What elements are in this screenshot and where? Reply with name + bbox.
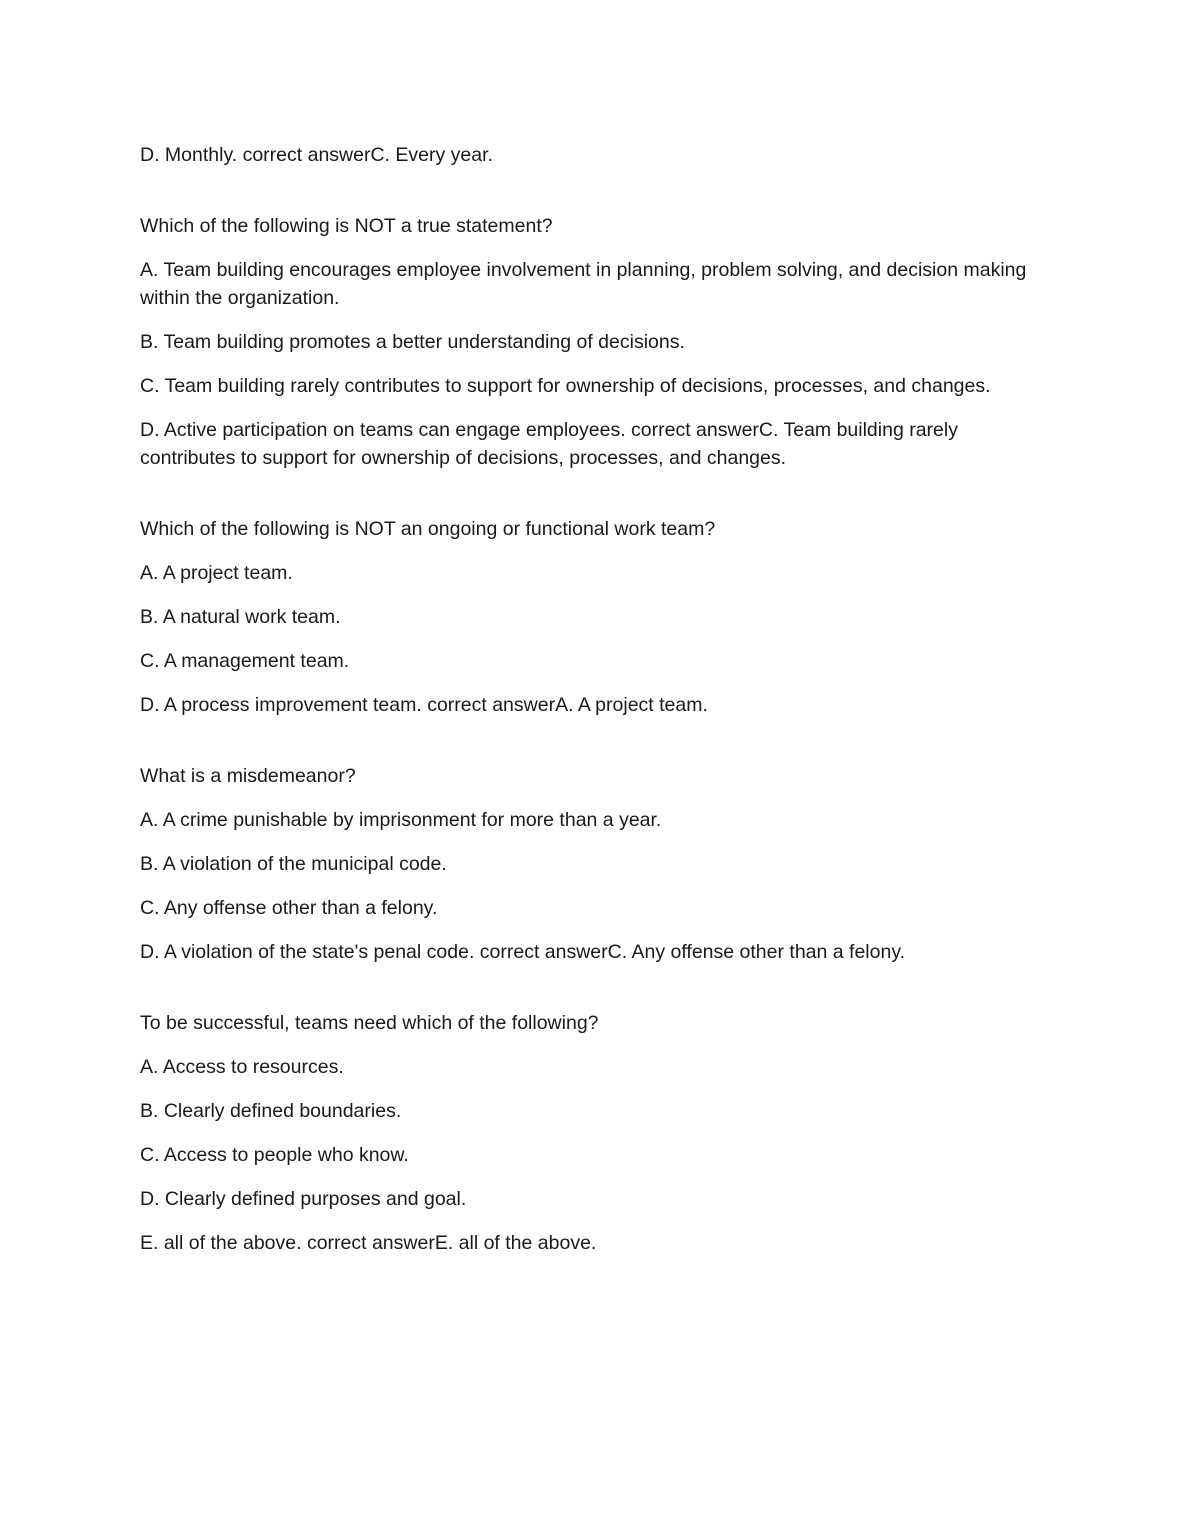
answer-option: D. Clearly defined purposes and goal.: [140, 1188, 467, 1210]
answer-option: B. A natural work team.: [140, 606, 341, 628]
answer-option: E. all of the above. correct answerE. all of the above.: [140, 1232, 597, 1254]
answer-option: D. A process improvement team. correct answerA. A project team.: [140, 694, 708, 716]
question-text: Which of the following is NOT an ongoing or functional work team?: [140, 518, 716, 540]
answer-option: B. A violation of the municipal code.: [140, 853, 447, 875]
question-block: [140, 212, 1040, 472]
answer-option: A. Team building encourages employee involvement in planning, problem solving, and decision making within the organization.: [140, 259, 1027, 309]
answer-option: A. Access to resources.: [140, 1056, 344, 1078]
answer-option: D. Active participation on teams can engage employees. correct answerC. Team building rarely contributes to support for ownership of decisions, processes, and changes.: [140, 419, 958, 469]
answer-option: A. A crime punishable by imprisonment for more than a year.: [140, 809, 662, 831]
question-block: [140, 1009, 1040, 1257]
carryover-block: [140, 141, 1040, 169]
answer-option: A. A project team.: [140, 562, 293, 584]
answer-option: B. Clearly defined boundaries.: [140, 1100, 402, 1122]
question-block: [140, 515, 1040, 719]
answer-option: D. A violation of the state's penal code. correct answerC. Any offense other than a felony.: [140, 941, 906, 963]
carryover-answer-line: D. Monthly. correct answerC. Every year.: [140, 144, 493, 166]
answer-option: C. Team building rarely contributes to support for ownership of decisions, processes, and changes.: [140, 375, 991, 397]
page-content: [140, 141, 1040, 1300]
answer-option: C. Access to people who know.: [140, 1144, 409, 1166]
answer-option: B. Team building promotes a better understanding of decisions.: [140, 331, 685, 353]
question-text: To be successful, teams need which of the following?: [140, 1012, 599, 1034]
question-text: What is a misdemeanor?: [140, 765, 356, 787]
answer-option: C. A management team.: [140, 650, 350, 672]
question-block: [140, 762, 1040, 966]
question-text: Which of the following is NOT a true statement?: [140, 215, 553, 237]
answer-option: C. Any offense other than a felony.: [140, 897, 438, 919]
